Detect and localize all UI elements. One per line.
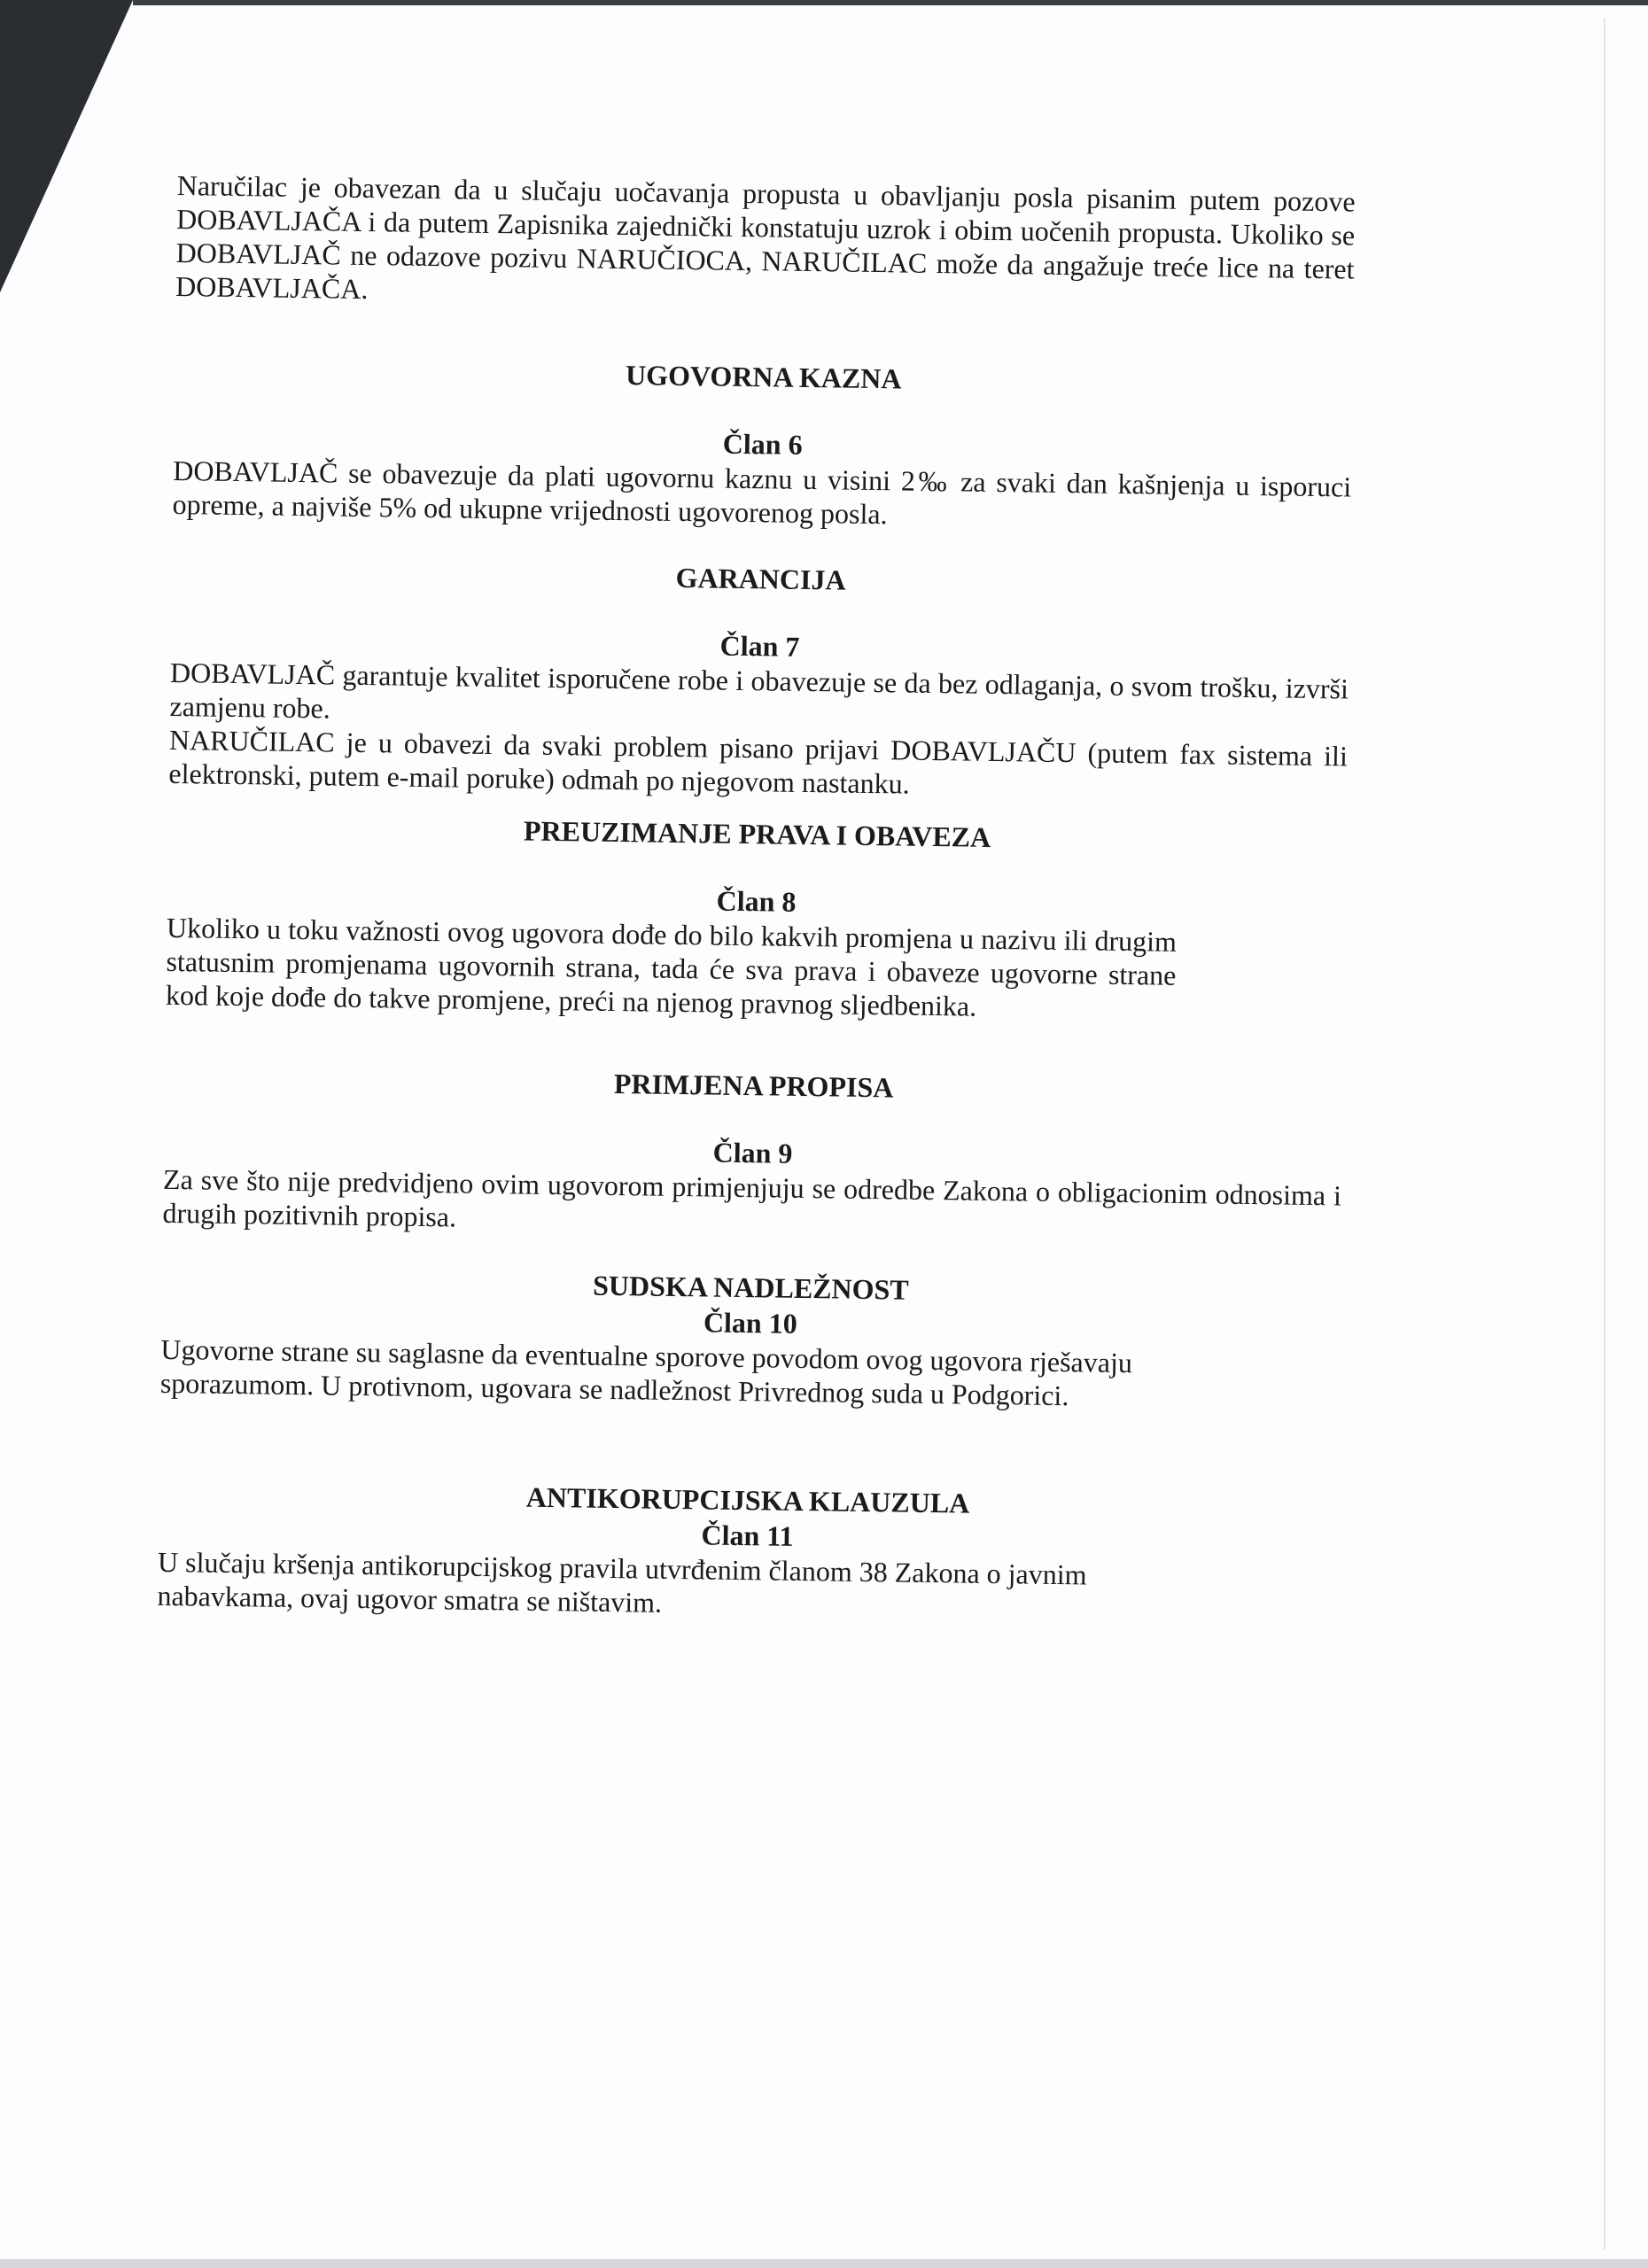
article-11-text: U slučaju kršenja antikorupcijskog pravila utvrđenim članom 38 Zakona o javnim nabavkama, ovaj ugovor smatra se ništavim.: [157, 1545, 1087, 1619]
article-8-text: Ukoliko u toku važnosti ovog ugovora dođe do bilo kakvih promjena u nazivu ili drugim statusnim promjenama ugovornih strana, tada će sva prava i obaveze ugovorne strane kod koje dođe do takve promjene, preći na njenog pravnog sljedbenika.: [165, 911, 1178, 1022]
section-heading-garancija: GARANCIJA: [675, 561, 846, 596]
document-page: [157, 168, 1356, 1628]
article-6-text: DOBAVLJAČ se obavezuje da plati ugovornu kaznu u visini 2‰ za svaki dan kašnjenja u isporuci opreme, a najviše 5% od ukupne vrijednosti ugovorenog posla.: [172, 454, 1352, 531]
section-heading-preuzimanje: PREUZIMANJE PRAVA I OBAVEZA: [523, 814, 991, 853]
article-7-text-1: DOBAVLJAČ garantuje kvalitet isporučene robe i obavezuje se da bez odlaganja, o svom trošku, izvrši zamjenu robe.: [169, 656, 1349, 725]
section-heading-primjena-propisa: PRIMJENA PROPISA: [613, 1067, 894, 1104]
article-7-text-2: NARUČILAC je u obavezi da svaki problem pisano prijavi DOBAVLJAČU (putem fax sistema ili elektronski, putem e-mail poruke) odmah po njegovom nastanku.: [168, 723, 1349, 800]
article-9-text: Za sve što nije predvidjeno ovim ugovorom primjenjuju se odredbe Zakona o obligacionim odnosima i drugih pozitivnih propisa.: [162, 1162, 1342, 1233]
intro-paragraph: Naručilac je obavezan da u slučaju uočavanja propusta u obavljanju posla pisanim putem pozove DOBAVLJAČA i da putem Zapisnika zajednički konstatuju uzrok i obim uočenih propusta. Ukoliko se DOBAVLJAČ ne odazove pozivu NARUČIOCA, NARUČILAC može da angažuje treće lice na teret DOBAVLJAČA.: [175, 168, 1356, 306]
section-heading-ugovorna-kazna: UGOVORNA KAZNA: [625, 359, 902, 395]
article-7-title: Član 7: [719, 629, 800, 663]
article-11-title: Član 11: [701, 1518, 794, 1552]
scan-dark-corner: [0, 0, 133, 292]
article-6-title: Član 6: [722, 427, 803, 461]
article-9-title: Član 9: [712, 1136, 793, 1169]
article-10-title: Član 10: [703, 1306, 798, 1340]
section-heading-sudska-nadleznost: SUDSKA NADLEŽNOST: [592, 1269, 909, 1306]
page-right-edge: [1604, 18, 1605, 2250]
article-10-text: Ugovorne strane su saglasne da eventualne sporove povodom ovog ugovora rješavaju sporazumom. U protivnom, ugovara se nadležnost Privrednog suda u Podgorici.: [159, 1332, 1133, 1412]
scan-top-edge: [133, 0, 1648, 5]
scan-bottom-edge: [0, 2259, 1648, 2268]
section-heading-antikorupcijska: ANTIKORUPCIJSKA KLAUZULA: [525, 1480, 970, 1519]
article-8-title: Član 8: [716, 884, 797, 918]
